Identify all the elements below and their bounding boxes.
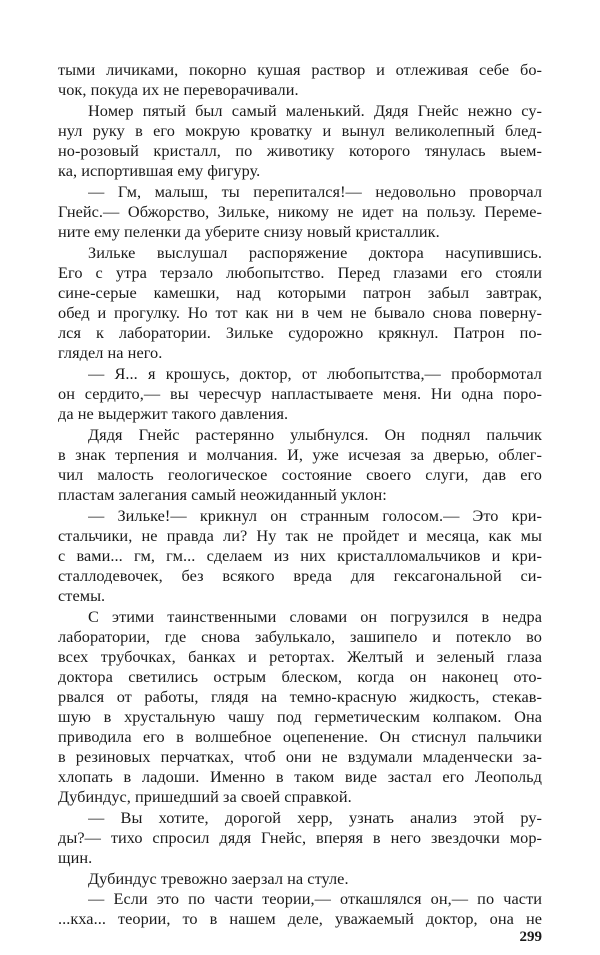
- text-line: стальчики, не правда ли? Ну так не пройдет и месяца, как мы: [58, 526, 542, 545]
- text-line: лся к лаборатории. Зильке судорожно крякнул. Патрон по-: [58, 323, 542, 342]
- text-line: ка, испортившая ему фигуру.: [58, 161, 261, 180]
- text-line: но-розовый кристалл, по животику которого тянулась выем-: [58, 141, 542, 160]
- text-line: Гнейс.— Обжорство, Зильке, никому не идет на пользу. Переме-: [58, 202, 542, 221]
- text-line: всех трубочках, банках и ретортах. Желтый и зеленый глаза: [58, 647, 542, 666]
- text-line: обед и прогулку. Но тот как ни в чем не бывало снова поверну-: [58, 303, 542, 322]
- text-line: да не выдержит такого давления.: [58, 404, 289, 423]
- text-line: хлопать в ладоши. Именно в таком виде застал его Леопольд: [58, 767, 542, 786]
- text-line: Его с утра терзало любопытство. Перед глазами его стояли: [58, 263, 542, 282]
- text-line: с вами... гм, гм... сделаем из них кристалломальчиков и кри-: [58, 546, 542, 565]
- text-line: лаборатории, где снова забулькало, зашипело и потекло во: [58, 627, 542, 646]
- text-line: ните ему пеленки да уберите снизу новый кристаллик.: [58, 222, 440, 241]
- text-line: нул руку в его мокрую кроватку и вынул великолепный блед-: [58, 121, 542, 140]
- text-line: в резиновых перчатках, чтоб они не вздумали младенчески за-: [58, 747, 542, 766]
- text-line: — Если это по части теории,— откашлялся он,— по части: [88, 889, 542, 908]
- text-line: стемы.: [58, 586, 106, 605]
- text-line: тыми личиками, покорно кушая раствор и отлеживая себе бо-: [58, 60, 542, 79]
- text-line: Дядя Гнейс растерянно улыбнулся. Он поднял пальчик: [88, 425, 542, 444]
- text-line: — Зильке!— крикнул он странным голосом.— Это кри-: [88, 506, 542, 525]
- text-line: — Гм, малыш, ты перепитался!— недовольно проворчал: [88, 182, 542, 201]
- text-line: Дубиндус тревожно заерзал на стуле.: [88, 869, 349, 888]
- text-line: он сердито,— вы чересчур напластываете меня. Ни одна поро-: [58, 384, 542, 403]
- text-line: ...кха... теории, то в нашем деле, уважаемый доктор, она не: [58, 909, 542, 928]
- text-line: доктора светились острым блеском, когда он наконец ото-: [58, 667, 542, 686]
- text-line: — Я... я крошусь, доктор, от любопытства,— пробормотал: [88, 364, 542, 383]
- text-line: — Вы хотите, дорогой херр, узнать анализ этой ру-: [88, 808, 542, 827]
- text-line: чил малость геологическое состояние своего слуги, дав его: [58, 465, 542, 484]
- page-number: 299: [519, 929, 542, 945]
- text-line: Номер пятый был самый маленький. Дядя Гнейс нежно су-: [88, 101, 542, 120]
- text-line: С этими таинственными словами он погрузился в недра: [88, 607, 542, 626]
- text-line: Зильке выслушал распоряжение доктора насупившись.: [88, 243, 542, 262]
- text-line: рвался от работы, глядя на темно-красную жидкость, стекав-: [58, 687, 542, 706]
- text-line: сталлодевочек, без всякого вреда для гексагональной си-: [58, 566, 542, 585]
- text-line: шую в хрустальную чашу под герметическим колпаком. Она: [58, 707, 542, 726]
- text-line: глядел на него.: [58, 343, 163, 362]
- text-line: щин.: [58, 848, 93, 867]
- text-line: чок, покуда их не переворачивали.: [58, 80, 299, 99]
- text-line: в знак терпения и молчания. И, уже исчезая за дверью, облег-: [58, 445, 542, 464]
- text-line: пластам залегания самый неожиданный уклон:: [58, 485, 387, 504]
- text-line: Дубиндус, пришедший за своей справкой.: [58, 787, 352, 806]
- text-line: ды?— тихо спросил дядя Гнейс, вперяя в него звездочки мор-: [58, 828, 542, 847]
- text-line: сине-серые камешки, над которыми патрон забыл завтрак,: [58, 283, 542, 302]
- text-line: приводила его в волшебное оцепенение. Он стиснул пальчики: [58, 727, 542, 746]
